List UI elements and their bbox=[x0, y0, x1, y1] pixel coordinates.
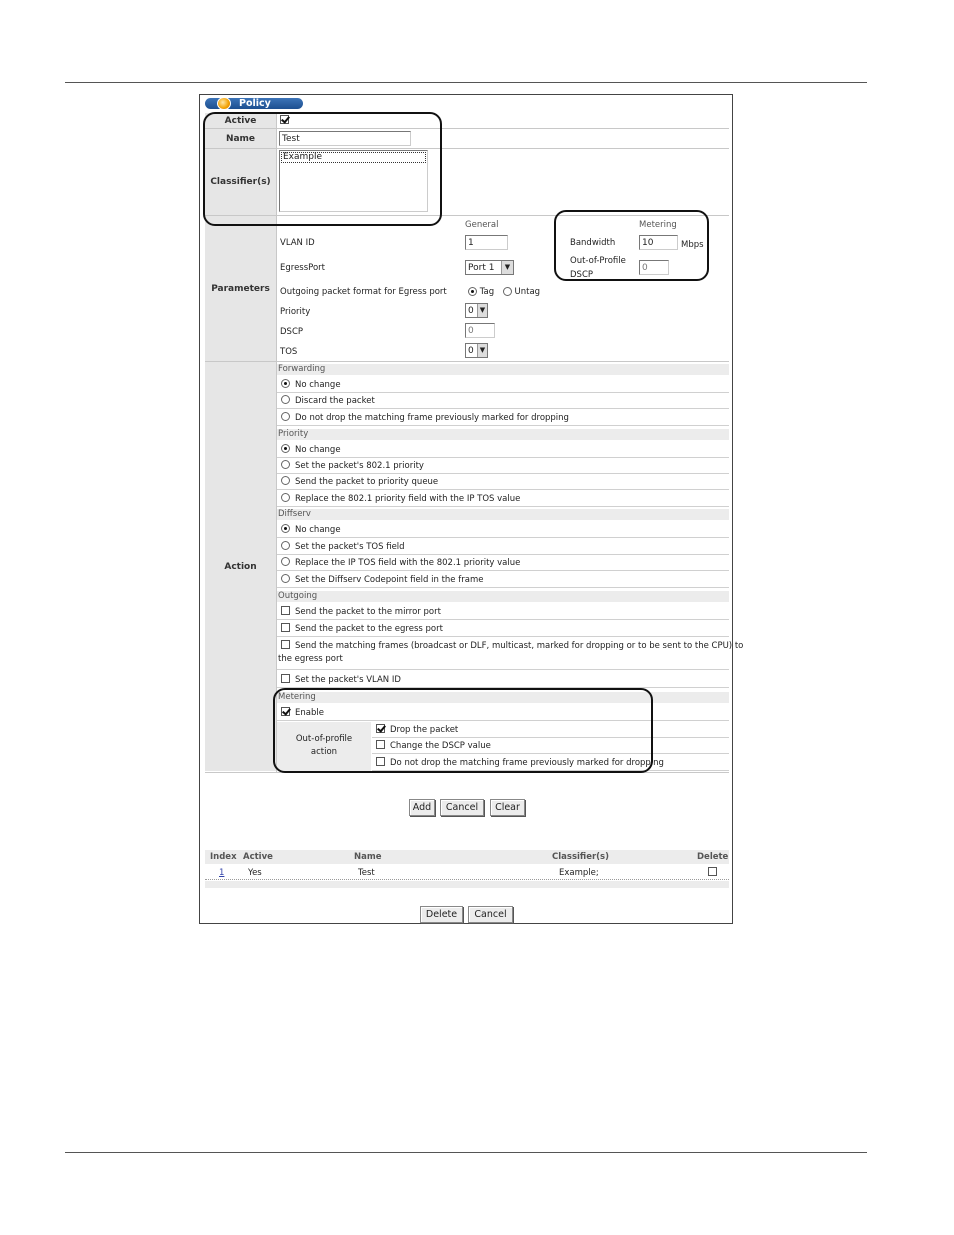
outgoing-format-label: Outgoing packet format for Egress port bbox=[280, 287, 447, 297]
forwarding-option-no-change[interactable] bbox=[277, 377, 729, 393]
page-bottom-rule bbox=[65, 1152, 867, 1153]
general-header: General bbox=[465, 220, 499, 230]
classifiers-label: Classifier(s) bbox=[205, 149, 276, 215]
oop-option-do-not-drop[interactable] bbox=[372, 755, 729, 771]
column-divider bbox=[276, 113, 277, 772]
active-check-icon bbox=[280, 115, 289, 124]
row-classifiers: Example; bbox=[559, 868, 599, 878]
priority-option-no-change[interactable] bbox=[277, 442, 729, 458]
out-of-profile-label-dscp: DSCP bbox=[570, 270, 594, 280]
tag-radio-group bbox=[468, 287, 540, 297]
dscp-label: DSCP bbox=[280, 327, 304, 337]
policy-panel bbox=[199, 94, 744, 924]
classifier-option-example[interactable]: Example bbox=[281, 152, 426, 163]
radio-icon[interactable] bbox=[281, 476, 290, 485]
row-delete-checkbox[interactable] bbox=[708, 867, 717, 877]
metering-action-header: Metering bbox=[277, 692, 729, 703]
active-checkbox[interactable] bbox=[280, 115, 289, 125]
add-button[interactable]: Add bbox=[409, 799, 435, 816]
name-label: Name bbox=[205, 129, 276, 148]
divider bbox=[205, 772, 729, 773]
diffserv-option-set-tos[interactable] bbox=[277, 539, 729, 555]
diffserv-option-replace-tos[interactable] bbox=[277, 555, 729, 571]
out-of-profile-label: Out-of-Profile bbox=[570, 256, 626, 266]
oop-label-line-1: Out-of-profile bbox=[295, 734, 353, 744]
option-label: Set the Diffserv Codepoint field in the frame bbox=[295, 575, 484, 585]
classifier-listbox[interactable] bbox=[279, 150, 428, 212]
table-header-classifiers: Classifier(s) bbox=[552, 852, 610, 862]
priority-header: Priority bbox=[277, 429, 729, 440]
radio-icon[interactable] bbox=[281, 379, 290, 388]
policy-logo-icon bbox=[217, 97, 231, 110]
radio-icon[interactable] bbox=[281, 460, 290, 469]
table-header-delete: Delete bbox=[697, 852, 729, 862]
dropdown-arrow-icon: ▼ bbox=[501, 261, 513, 274]
outgoing-option-matching-frames[interactable] bbox=[277, 638, 744, 670]
option-label: Do not drop the matching frame previously marked for dropping bbox=[390, 758, 664, 768]
name-input[interactable]: Test bbox=[279, 131, 411, 146]
option-label: Set the packet's 802.1 priority bbox=[295, 461, 424, 471]
checkbox-icon bbox=[708, 867, 717, 876]
egress-port-label: EgressPort bbox=[280, 263, 326, 273]
divider bbox=[205, 215, 729, 216]
divider bbox=[205, 361, 729, 362]
parameters-label: Parameters bbox=[205, 216, 276, 361]
option-label: Send the matching frames (broadcast or DLF, multicast, marked for dropping or to be sent to the CPU) to bbox=[295, 641, 744, 651]
option-label: Set the packet's TOS field bbox=[295, 542, 405, 552]
tag-radio[interactable] bbox=[468, 287, 477, 296]
row-name: Test bbox=[358, 868, 375, 878]
untag-label: Untag bbox=[514, 287, 541, 297]
priority-value: 0 bbox=[468, 306, 474, 316]
divider bbox=[205, 128, 729, 129]
checkbox-icon[interactable] bbox=[281, 623, 290, 632]
radio-icon[interactable] bbox=[281, 444, 290, 453]
dscp-input[interactable]: 0 bbox=[465, 323, 495, 338]
tos-label: TOS bbox=[280, 347, 298, 357]
outgoing-option-mirror[interactable] bbox=[277, 604, 729, 620]
option-label: Enable bbox=[295, 708, 324, 718]
untag-radio[interactable] bbox=[503, 287, 512, 296]
egress-port-select[interactable] bbox=[465, 260, 514, 275]
table-row bbox=[205, 865, 729, 880]
dropdown-arrow-icon: ▼ bbox=[477, 344, 487, 357]
option-label: Send the packet to the egress port bbox=[295, 624, 443, 634]
radio-icon[interactable] bbox=[281, 524, 290, 533]
divider bbox=[205, 148, 729, 149]
outgoing-header: Outgoing bbox=[277, 591, 729, 602]
out-of-profile-dscp-input[interactable]: 0 bbox=[639, 260, 669, 275]
vlan-id-input[interactable]: 1 bbox=[465, 235, 508, 250]
radio-icon[interactable] bbox=[281, 557, 290, 566]
table-header-name: Name bbox=[354, 852, 382, 862]
panel-title-bar bbox=[205, 98, 303, 109]
tos-select[interactable] bbox=[465, 343, 488, 358]
option-label: No change bbox=[295, 445, 341, 455]
option-label: Send the packet to the mirror port bbox=[295, 607, 441, 617]
radio-icon[interactable] bbox=[281, 493, 290, 502]
checkbox-icon[interactable] bbox=[281, 707, 290, 716]
priority-select[interactable] bbox=[465, 303, 488, 318]
oop-option-change-dscp[interactable] bbox=[372, 738, 729, 754]
oop-option-drop[interactable] bbox=[372, 722, 729, 738]
option-label: Send the packet to priority queue bbox=[295, 477, 439, 487]
forwarding-header: Forwarding bbox=[277, 364, 729, 375]
bandwidth-unit: Mbps bbox=[681, 240, 704, 250]
option-label: Drop the packet bbox=[390, 725, 459, 735]
egress-port-value: Port 1 bbox=[468, 263, 495, 273]
radio-icon[interactable] bbox=[281, 541, 290, 550]
option-label: Set the packet's VLAN ID bbox=[295, 675, 401, 685]
checkbox-icon[interactable] bbox=[281, 606, 290, 615]
forwarding-option-discard[interactable] bbox=[277, 393, 729, 409]
delete-button[interactable]: Delete bbox=[420, 906, 463, 923]
action-label: Action bbox=[205, 362, 276, 771]
radio-icon[interactable] bbox=[281, 574, 290, 583]
checkbox-icon[interactable] bbox=[376, 724, 385, 733]
row-active: Yes bbox=[248, 868, 262, 878]
table-header-index: Index bbox=[210, 852, 237, 862]
table-cancel-button[interactable]: Cancel bbox=[468, 906, 513, 923]
metering-enable[interactable] bbox=[277, 705, 729, 721]
clear-button[interactable]: Clear bbox=[490, 799, 525, 816]
active-label: Active bbox=[205, 113, 276, 128]
diffserv-option-set-codepoint[interactable] bbox=[277, 572, 729, 588]
checkbox-icon[interactable] bbox=[281, 674, 290, 683]
priority-label: Priority bbox=[280, 307, 311, 317]
priority-option-replace[interactable] bbox=[277, 491, 729, 507]
priority-option-set-802-1[interactable] bbox=[277, 458, 729, 474]
table-header-active: Active bbox=[243, 852, 273, 862]
checkbox-icon[interactable] bbox=[376, 757, 385, 766]
page-top-rule bbox=[65, 82, 867, 83]
table-footer-band bbox=[205, 881, 729, 888]
option-label: Replace the IP TOS field with the 802.1 priority value bbox=[295, 558, 521, 568]
priority-option-queue[interactable] bbox=[277, 474, 729, 490]
row-index-link[interactable]: 1 bbox=[219, 868, 225, 878]
option-label: Replace the 802.1 priority field with the IP TOS value bbox=[295, 494, 521, 504]
bandwidth-label: Bandwidth bbox=[570, 238, 616, 248]
metering-header: Metering bbox=[639, 220, 677, 230]
forwarding-option-do-not-drop[interactable] bbox=[277, 410, 729, 426]
radio-icon[interactable] bbox=[281, 395, 290, 404]
vlan-id-label: VLAN ID bbox=[280, 238, 315, 248]
diffserv-header: Diffserv bbox=[277, 509, 729, 520]
summary-table-header bbox=[205, 850, 729, 864]
cancel-button[interactable]: Cancel bbox=[440, 799, 484, 816]
radio-icon[interactable] bbox=[281, 412, 290, 421]
checkbox-icon[interactable] bbox=[376, 740, 385, 749]
tag-label: Tag bbox=[479, 287, 495, 297]
out-of-profile-action-label bbox=[277, 722, 371, 771]
option-label: Do not drop the matching frame previously marked for dropping bbox=[295, 413, 569, 423]
panel-title: Policy bbox=[239, 98, 271, 109]
dropdown-arrow-icon: ▼ bbox=[477, 304, 487, 317]
option-label: Discard the packet bbox=[295, 396, 375, 406]
checkbox-icon[interactable] bbox=[281, 640, 290, 649]
option-label-continued: the egress port bbox=[278, 654, 343, 664]
option-label: Change the DSCP value bbox=[390, 741, 491, 751]
tos-value: 0 bbox=[468, 346, 474, 356]
bandwidth-input[interactable]: 10 bbox=[639, 235, 678, 250]
option-label: No change bbox=[295, 380, 341, 390]
oop-label-line-2: action bbox=[310, 747, 338, 757]
option-label: No change bbox=[295, 525, 341, 535]
outgoing-option-egress[interactable] bbox=[277, 621, 729, 637]
diffserv-option-no-change[interactable] bbox=[277, 522, 729, 538]
outgoing-option-vlan-id[interactable] bbox=[277, 672, 729, 688]
